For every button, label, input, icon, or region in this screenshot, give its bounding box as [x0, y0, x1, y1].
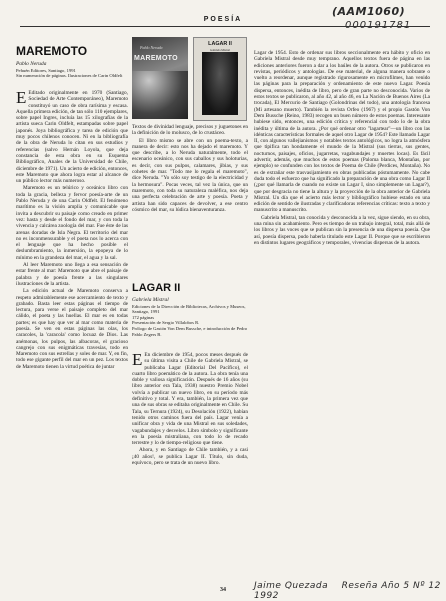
- section-rule: [20, 26, 430, 27]
- review1-paragraph: Maremoto es un telúrico y oceánico libro con toda la gracia, belleza y fervor poesía-arte de un Pablo Neruda y de una Carin Oldfelt. El fenómeno marítimo es la visión amplia y comunicable que invita a descubrir su paisaje como creado en primer vez: hasta y desde el fondo del mar, y con toda la vivencia y calcárea zoología del mar. Fue éste de las arenas doradas de Isla Negra. El territorio del mar no es inconmensurable y el poeta nos lo acerca con el lenguaje que ha hecho posible el deslumbramiento, la inmersión, la epopeya de lo mínimo en la grandeza del mar, el agua y la sal.: [16, 185, 128, 261]
- handwritten-archive-code: (AAM1060): [332, 5, 406, 18]
- review2-author: Gabriela Mistral: [132, 297, 169, 303]
- maremoto-cover-image: [132, 37, 188, 119]
- review2-publisher: Ediciones de la Dirección de Bibliotecas, Archivos y Museos, Santiago, 1991: [132, 303, 246, 315]
- review1-paragraph: La edición actual de Maremoto conserva a respeto admirablemente ese acercamiento de texto y grabado. Basta leer estas páginas el tiempo de lectura, para verse el paisaje completo del mar cálido, el poeta y las huellas. El mar es en todas partes; es que hay que ver al mar como materia de poesía. Se ven en estas páginas las olas, los caracoles, la 'caracola' como locuaz de Dios. Las anémonas, los pulpos, las albacoras, el gracioso cangrejo con sus enigmáticas travesías, todo en Maremoto con sus estrellas y soles de mar. Y, en fin, todo ese gigante perfil del mar en un pez. Los textos de Maremoto tienen la virtud poética de juntar: [16, 288, 128, 370]
- page-number: 34: [220, 587, 226, 593]
- review2-pages: 172 páginas: [132, 314, 155, 320]
- cover1-title: MAREMOTO: [134, 55, 178, 62]
- review2-paragraph: Ahora, y en Santiago de Chile también, y a casi ¡40 años!, se publica Lagar II. Título, sin duda, equívoco, pero se trata de un nuevo libro.: [132, 447, 248, 467]
- drop-cap: E: [132, 352, 143, 369]
- review1-paragraph: E Editado originalmente en 1970 (Santiago, Sociedad de Arte Contemporáneo), Maremoto constituyó un caso de obra rarísima y escasa. Aquella primera edición, de tan sólo 110 ejemplares, sobre papel Ingres, incluía las 15 xilografías de la artista sueca Carin Oldfelt, estampadas sobre papel japonés. Joya bibliográfica y tarea de edición que muy pocos chilenos conocen. Ni en la bibliografía de la obra de Neruda lo citan en sus estudios y referencias (salvo Hernán Loyola, que deja constancia de esta obra en su Esquema Bibliográfico, Anales de la Universidad de Chile, diciembre de 1971). Un acierto de edición, entonces, este Maremoto que ahora logra estar al alcance de un público lector más numeroso.: [16, 90, 128, 185]
- section-label: POESÍA: [203, 16, 243, 23]
- review1-title: MAREMOTO: [16, 44, 88, 58]
- cover2-title: LAGAR II: [208, 41, 232, 47]
- cover1-wave-illustration: [132, 71, 188, 119]
- cover2-portrait-photo: [202, 52, 238, 115]
- review2-presentation: Presentación de Sergio Villalobos R.: [132, 320, 200, 326]
- review1-column-2: [132, 124, 248, 266]
- review1-paragraph: Textos de divinidad lenguaje, precisos y juguetones en la definición de lo molusco, de lo crustáceo.: [132, 124, 248, 137]
- review2-column-3: [254, 50, 430, 572]
- review2-paragraph: E En diciembre de 1954, pocos meses después de su última visita a Chile de Gabriela Mistral, se publicaba Lagar (Editorial Del Pacífico), el cuarto libro poemático de la autora. La obra tenía una doble y valiosa significación. Después de 16 años (su libro anterior era Tala, 1938) nuestro Premio Nobel volvía a publicar un nuevo libro, en su período más definitivo y total. Y era, también, la primera vez que una de sus obras se editaba originalmente en Chile. Su Tala, su Ternura (1924), su Desolación (1922), habían tenido otros caminos fuera del país. Lagar venía a unificar obra y vida de una Mistral en sus soledades, vagabundajes y desvelos. Libro símbolo y significante en la poesía mistraliana, con todo lo de recado terrestre y lo de tiempo-religioso que tiene.: [132, 352, 248, 447]
- review1-column-1: [16, 90, 128, 582]
- handwritten-source: Reseña Año 5 Nº 12 1992: [254, 581, 441, 601]
- review1-meta: [16, 62, 128, 79]
- review2-meta: [132, 298, 248, 337]
- review1-author: Pablo Neruda: [16, 61, 47, 67]
- lagar-cover-image: [193, 37, 247, 121]
- review2-prologue: Prólogo de Gastón Von Dem Bussche, e introducción de Pedro Pablo Zegers B.: [132, 325, 248, 337]
- cover2-author: Gabriela Mistral: [210, 48, 230, 52]
- review1-paragraph: El libro mismo se abre con un poema-texto, a manera de decir: esto nos ha dejado el maremoto. Y que describe, a lo Neruda naturalmente, todo el escenario oceánico, con sus caballos y sus holoturias, es decir, con sus pulpos, calamares, jibias, y sus cohetes de mar. "Todo me lo regala el maremoto", dice Neruda. "Yo sólo soy testigo de la electricidad y la hermosura". Pocas veces, tal vez la única, que un maremoto, con toda su naturaleza maléfica, nos deja una perfecta celebración de arte y poesía. Poeta y artista han sido capaces de devolver, a ese centro cósmico del mar, su lúdica bienaventuranza.: [132, 137, 248, 213]
- review1-paragraph: Al leer Maremoto uno llega a esa sensación de estar frente al mar: Maremoto que abre el paisaje de palabra y de poesía frente a las singulares ilustraciones de la artista.: [16, 262, 128, 287]
- handwritten-signature: Jaime Quezada: [254, 581, 329, 591]
- drop-cap: E: [16, 90, 27, 107]
- review2-paragraph: Lagar de 1954. Esto de ordenar sus libros seccionalmente era hábito y oficio en Gabriela Mistral desde muy temprano. Aquellos textos fuera de página en las ediciones anteriores fueron a dar a los baúles de la autora. Otros se publicaron en revistas, periódicos y antologías. De ese material, de alguna manera sobrante o vuelto a reordenar, aunque registrado rigurosamente en microfilmes, han venido las páginas para la preparación y ordenamiento de este nuevo Lagar. Poesía dispersa, entonces, inédita de libro, pero de gran parte no desconocida. Varios de estos textos se publicaron, al año 42, al año 46, en La Nación de Buenos Aires (La trocada), El Mercurio de Santiago (Golondrinas del todo), una antología francesa (Mi artesano muerto). También la revista Orfeo (1967) y el propio Gastón Von Dem Bussche (Reino, 1983) recogen un buen número de estos poemas. Interesante hubiese sido, entonces, una edición crítica y referencial con todo lo de la obra inédita y última de la autora. ¿Por qué ordenar otro "lagartear"—un libro con las idénticas características formales de aquel otro Lagar de 1954? Este llamado Lagar II, con algunos vallejianismos y notables textos antológicos, no logra la atmósfera que tipifica tan hondamente el mundo de la Mistral (sus tierras, sus gentes, nocturnos, paisajes, oficios, jugarretas, vagabundajes y muertes locas). Es fácil advertir, además, que muchos de estos poemas (Paloma blanca, Montañas, por ejemplo) se confunden con los textos de Poema de Chile (Perdices, Montaña). No es de extrañar este trasvasijamiento en obras publicadas póstumamente. No cabe duda todo el esfuerzo que ha significado la preparación de una obra como Lagar II (¿por qué llamarla de cuando no existe un Lagar I, sino simplemente un Lagar?), que por desgracia no tiene la altura y la proyección de la obra anterior de Gabriela Mistral. Un día que el acierto más lector y bibliográfico hubiese estado en una edición de sentido de ilustradas y clarificadoras referencias críticas: texto a texto y manuscrito a manuscrito.: [254, 50, 430, 214]
- review2-paragraph: Gabriela Mistral, tan conocida y desconocida a la vez, sigue siendo, en su obra, una mina sin acabamiento. Pero es tiempo de un trabajo integral, total, más allá de los libros y las voces que se publican sin la presencia de una dispersa poesía. Que así, poesía dispersa, pudo haberla titulado este Lagar II. Porque que se escribieron en distintos lugares geográficos y temporales, vivencias dispersas de la autora.: [254, 214, 430, 246]
- review1-details: Sin numeración de páginas. Ilustraciones de Carin Oldfelt: [16, 73, 123, 79]
- review2-title: LAGAR II: [132, 282, 181, 294]
- review2-column-2: [132, 352, 248, 582]
- review1-publisher: Pehuén Editores, Santiago, 1991: [16, 67, 76, 73]
- cover1-author: Pablo Neruda: [140, 45, 163, 50]
